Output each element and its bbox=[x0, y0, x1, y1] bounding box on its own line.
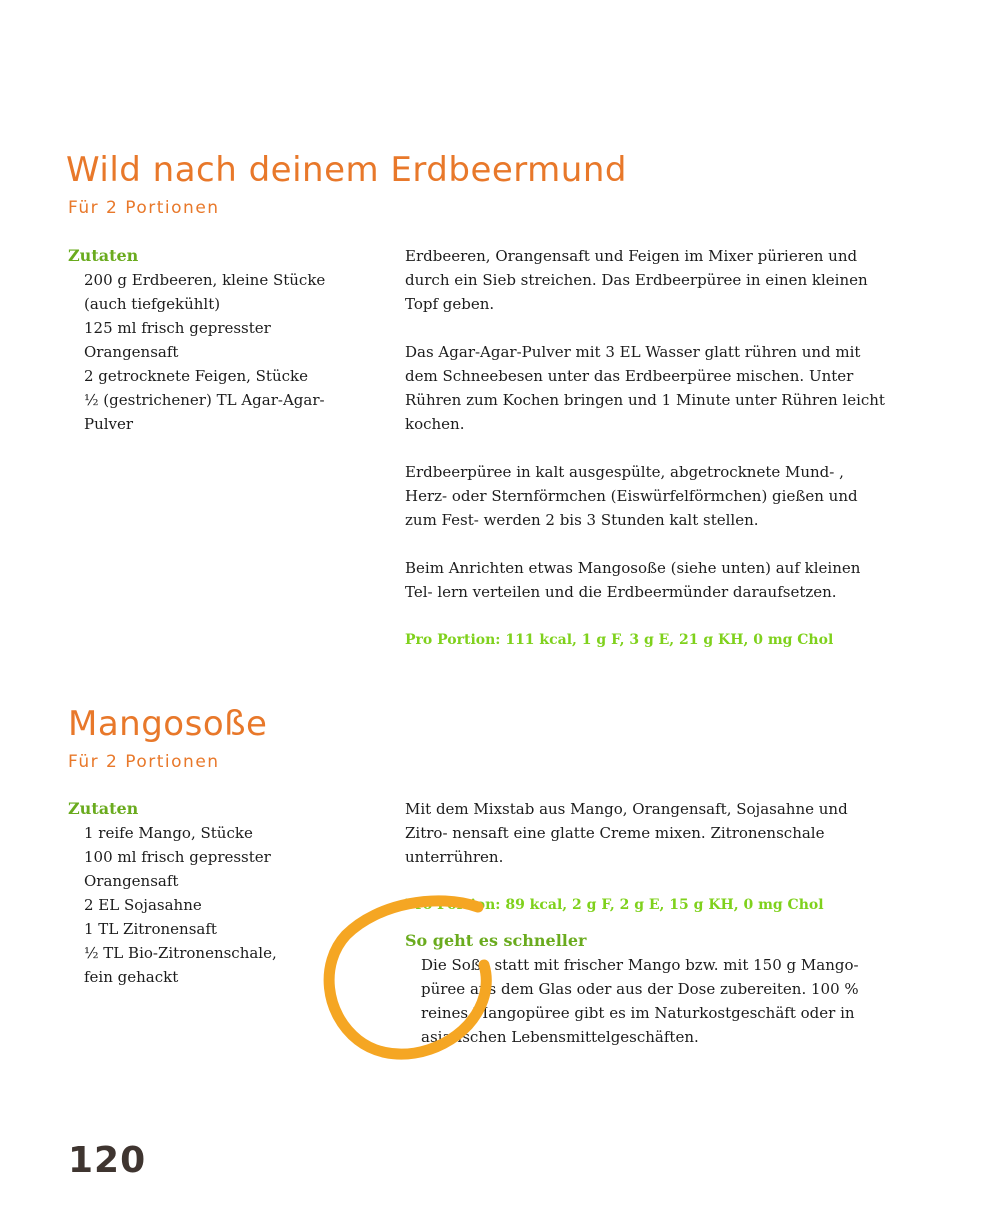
recipe-1-steps bbox=[405, 244, 890, 652]
ingredient-item: ½ (gestrichener) TL Agar-Agar-Pulver bbox=[84, 391, 325, 433]
ingredient-list bbox=[68, 268, 368, 436]
instruction-paragraph: Beim Anrichten etwas Mangosoße (siehe unten) auf kleinen Tel- lern verteilen und die Erdbeermünder daraufsetzen. bbox=[405, 559, 861, 601]
ingredient-item: 200 g Erdbeeren, kleine Stücke (auch tiefgekühlt) bbox=[84, 271, 326, 313]
tip-text: Die Soße statt mit frischer Mango bzw. mit 150 g Mango- püree aus dem Glas oder aus der Dose zubereiten. 100 % reines Mangopüree gibt es im Naturkostgeschäft oder in asiatischen Lebensmittelgeschäften. bbox=[421, 956, 859, 1046]
ingredient-item: 1 reife Mango, Stücke bbox=[84, 824, 253, 842]
ingredients-heading: Zutaten bbox=[68, 246, 139, 265]
ingredient-item: 100 ml frisch gepresster Orangensaft bbox=[84, 848, 271, 890]
page-number: 120 bbox=[68, 1140, 147, 1181]
ingredient-item: ½ TL Bio-Zitronenschale, fein gehackt bbox=[84, 944, 277, 986]
instruction-paragraph: Mit dem Mixstab aus Mango, Orangensaft, Sojasahne und Zitro- nensaft eine glatte Creme mixen. Zitronenschale unterrühren. bbox=[405, 800, 848, 866]
nutrition-info: Pro Portion: 111 kcal, 1 g F, 3 g E, 21 g KH, 0 mg Chol bbox=[405, 632, 834, 648]
recipe-1-portions: Für 2 Portionen bbox=[68, 198, 220, 218]
recipe-1-ingredients bbox=[68, 244, 368, 436]
highlight-circle-mark bbox=[318, 895, 498, 1065]
ingredient-item: 2 getrocknete Feigen, Stücke bbox=[84, 367, 308, 385]
nutrition-info: Pro Portion: 89 kcal, 2 g F, 2 g E, 15 g KH, 0 mg Chol bbox=[405, 897, 824, 913]
ingredients-heading: Zutaten bbox=[68, 799, 139, 818]
ingredient-item: 1 TL Zitronensaft bbox=[84, 920, 217, 938]
ingredient-item: 125 ml frisch gepresster Orangensaft bbox=[84, 319, 271, 361]
recipe-2-title: Mangosoße bbox=[68, 704, 268, 744]
instruction-paragraph: Das Agar-Agar-Pulver mit 3 EL Wasser glatt rühren und mit dem Schneebesen unter das Erdbeerpüree mischen. Unter Rühren zum Kochen bringen und 1 Minute unter Rühren leicht kochen. bbox=[405, 343, 885, 433]
tip-heading: So geht es schneller bbox=[405, 931, 587, 950]
instruction-paragraph: Erdbeerpüree in kalt ausgespülte, abgetrocknete Mund- , Herz- oder Sternförmchen (Eiswürfelförmchen) gießen und zum Fest- werden 2 bis 3 Stunden kalt stellen. bbox=[405, 463, 858, 529]
ingredient-item: 2 EL Sojasahne bbox=[84, 896, 202, 914]
recipe-2-portions: Für 2 Portionen bbox=[68, 752, 220, 772]
instruction-paragraph: Erdbeeren, Orangensaft und Feigen im Mixer pürieren und durch ein Sieb streichen. Das Erdbeerpüree in einen kleinen Topf geben. bbox=[405, 247, 868, 313]
recipe-1-title: Wild nach deinem Erdbeermund bbox=[66, 150, 627, 190]
